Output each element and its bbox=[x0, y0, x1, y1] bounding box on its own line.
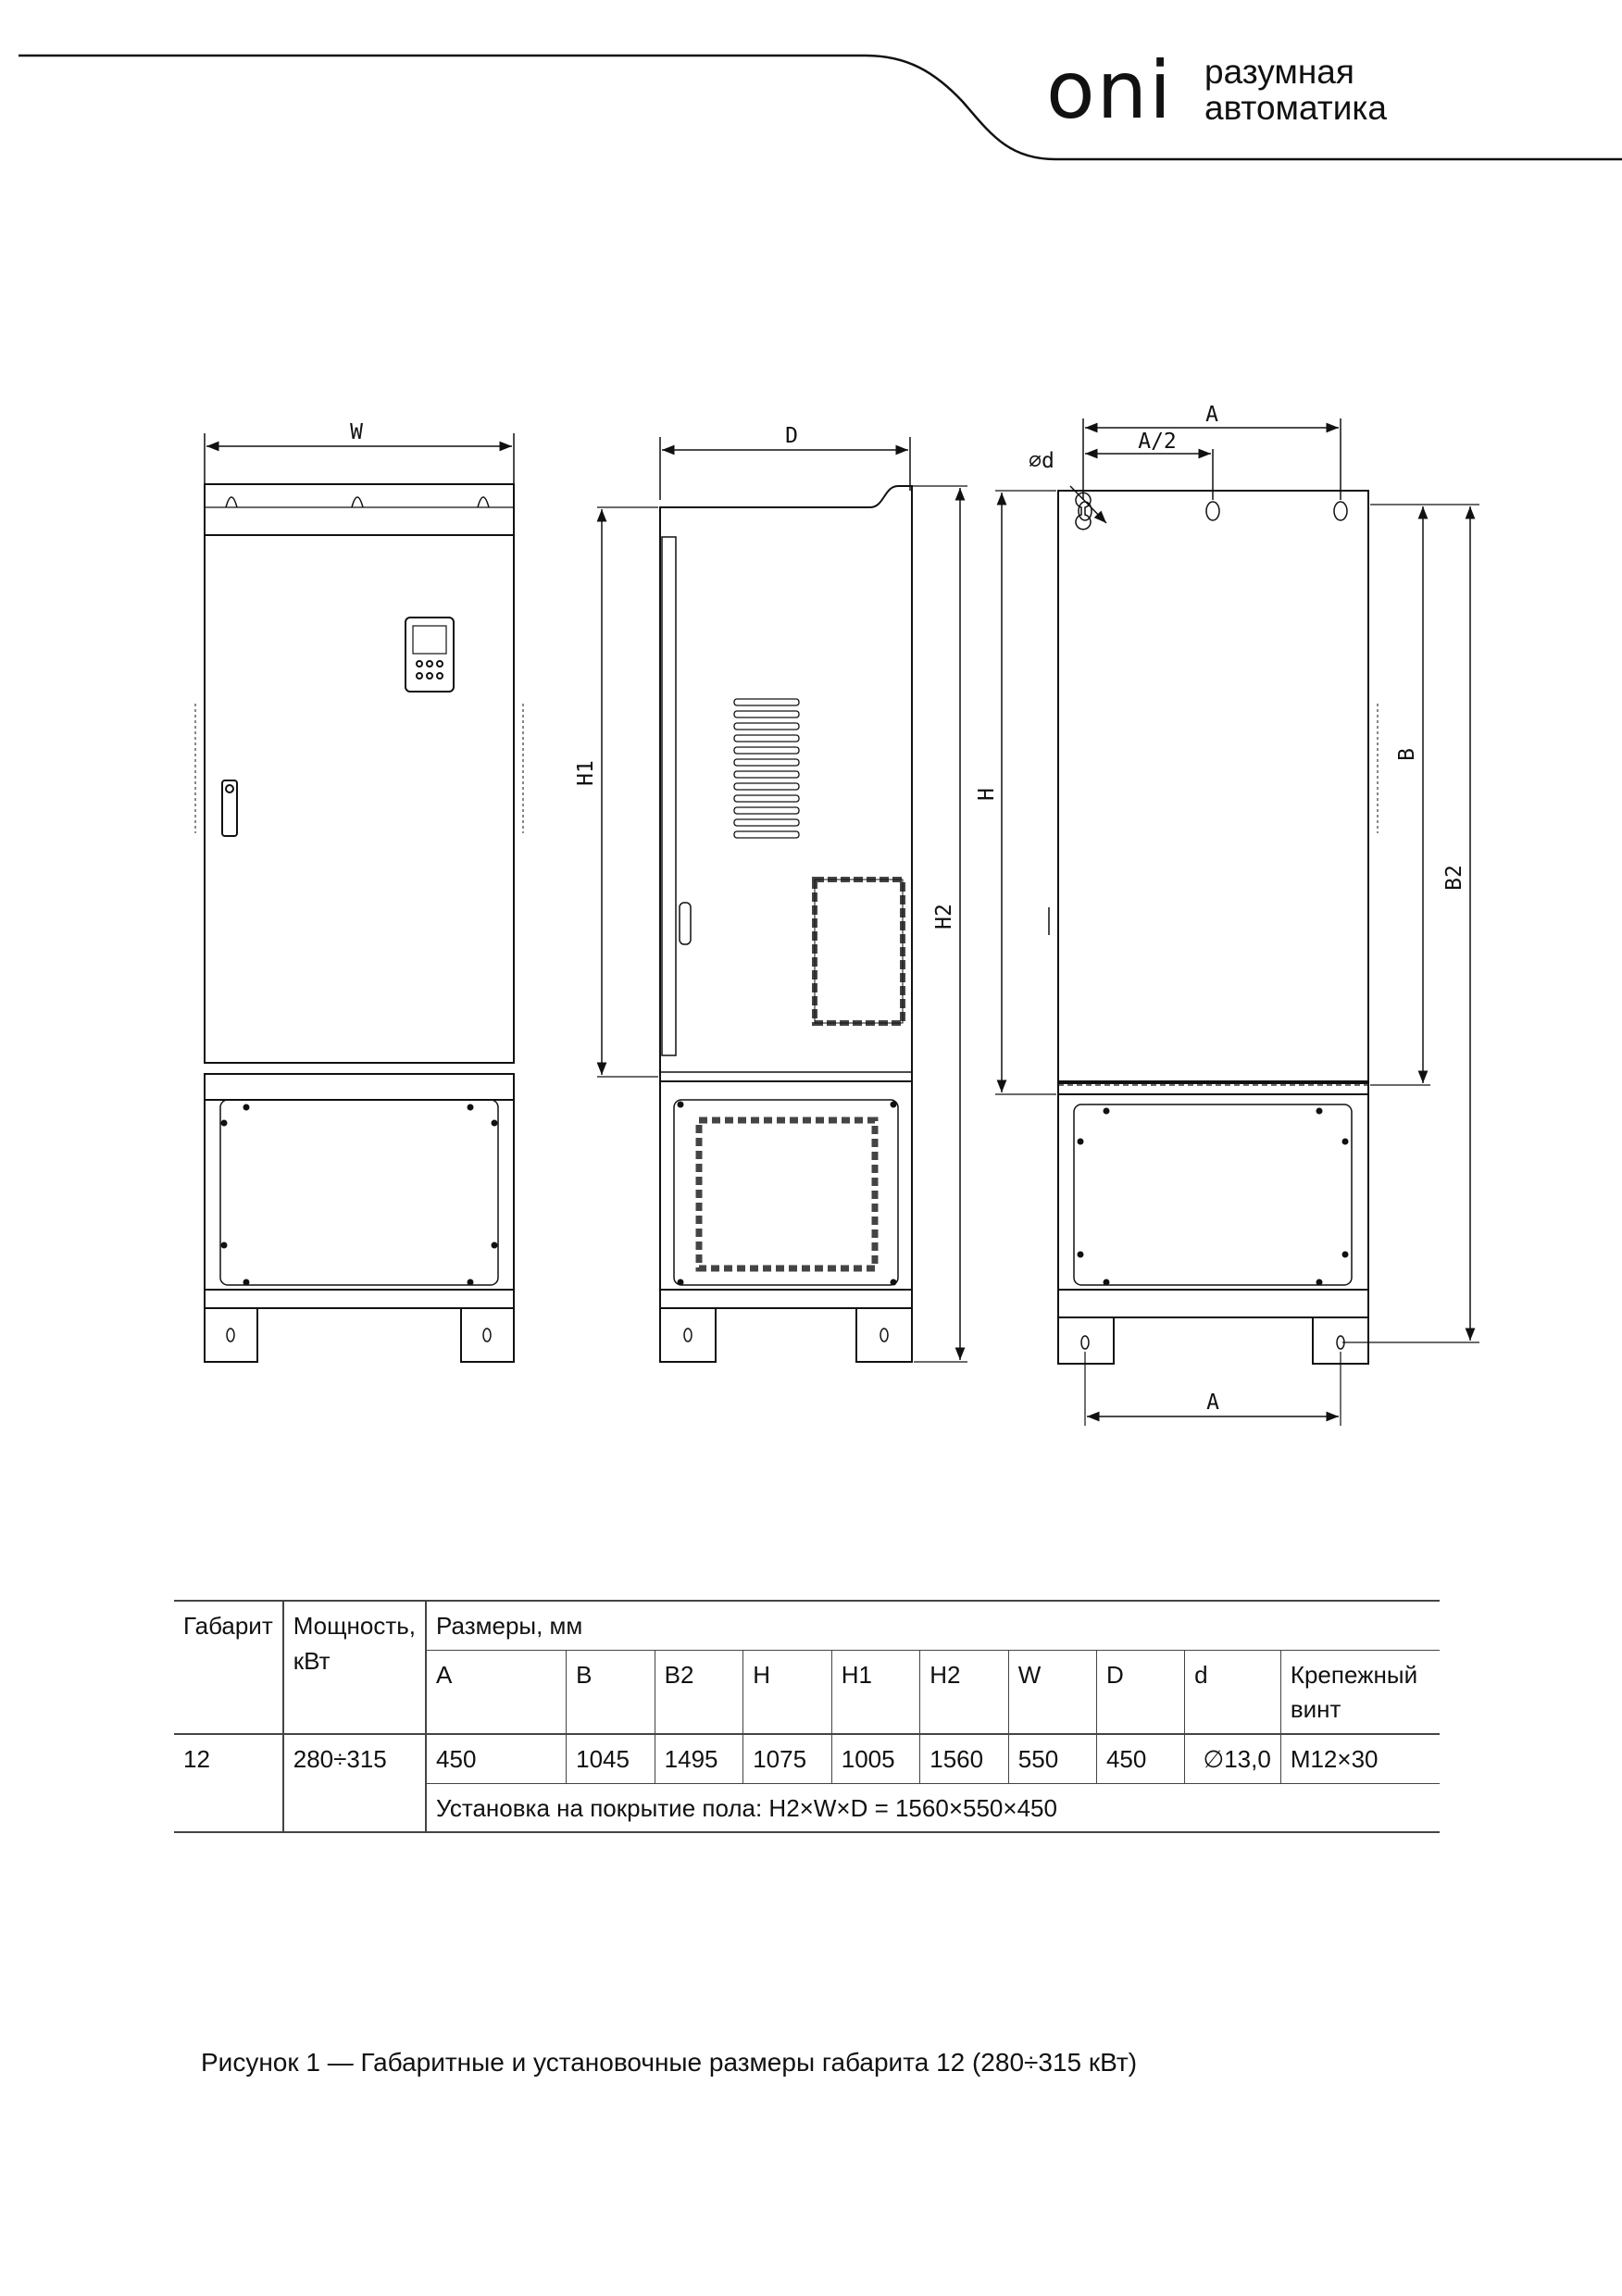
back-view bbox=[995, 418, 1479, 1426]
subheader-diam: d bbox=[1185, 1650, 1281, 1734]
cell-diam: ∅13,0 bbox=[1185, 1734, 1281, 1783]
table-row bbox=[174, 1734, 1440, 1783]
label-h: H bbox=[975, 788, 999, 801]
subheader-b2: B2 bbox=[655, 1650, 743, 1734]
label-a-half: A/2 bbox=[1138, 430, 1177, 454]
cell-b: 1045 bbox=[567, 1734, 655, 1783]
header-gabarit: Габарит bbox=[174, 1601, 283, 1734]
cell-install-note: Установка на покрытие пола: H2×W×D = 1560×550×450 bbox=[426, 1783, 1440, 1832]
subheader-h1: H1 bbox=[831, 1650, 920, 1734]
label-d: D bbox=[785, 424, 798, 448]
subheader-a: A bbox=[426, 1650, 567, 1734]
cell-a: 450 bbox=[426, 1734, 567, 1783]
table-header-row bbox=[174, 1601, 1440, 1650]
cell-h: 1075 bbox=[743, 1734, 832, 1783]
subheader-fastener: Крепежный винт bbox=[1280, 1650, 1440, 1734]
subheader-d: D bbox=[1096, 1650, 1184, 1734]
cell-b2: 1495 bbox=[655, 1734, 743, 1783]
cell-w: 550 bbox=[1008, 1734, 1096, 1783]
header-power: Мощность, кВт bbox=[283, 1601, 426, 1734]
figure-caption: Рисунок 1 — Габаритные и установочные размеры габарита 12 (280÷315 кВт) bbox=[201, 2048, 1138, 2077]
subheader-h: H bbox=[743, 1650, 832, 1734]
logo-tagline: разумная автоматика bbox=[1204, 53, 1387, 127]
logo-wordmark: oni bbox=[1046, 44, 1174, 137]
label-a: A bbox=[1205, 403, 1218, 427]
cell-h2: 1560 bbox=[920, 1734, 1009, 1783]
header-dimensions: Размеры, мм bbox=[426, 1601, 1440, 1650]
front-view bbox=[195, 433, 523, 1362]
spec-table bbox=[174, 1600, 1440, 1833]
side-view bbox=[597, 437, 967, 1362]
label-b2: B2 bbox=[1442, 865, 1466, 891]
cell-gabarit: 12 bbox=[174, 1734, 283, 1832]
cell-d: 450 bbox=[1096, 1734, 1184, 1783]
cell-h1: 1005 bbox=[831, 1734, 920, 1783]
cell-power: 280÷315 bbox=[283, 1734, 426, 1832]
label-h1: H1 bbox=[574, 760, 598, 786]
label-w: W bbox=[350, 420, 363, 444]
label-diam-d: ∅d bbox=[1029, 449, 1054, 473]
subheader-h2: H2 bbox=[920, 1650, 1009, 1734]
subheader-w: W bbox=[1008, 1650, 1096, 1734]
label-h2: H2 bbox=[932, 904, 956, 930]
label-b: B bbox=[1395, 748, 1419, 761]
subheader-b: B bbox=[567, 1650, 655, 1734]
label-a-bottom: A bbox=[1206, 1391, 1219, 1415]
cell-fastener: M12×30 bbox=[1280, 1734, 1440, 1783]
